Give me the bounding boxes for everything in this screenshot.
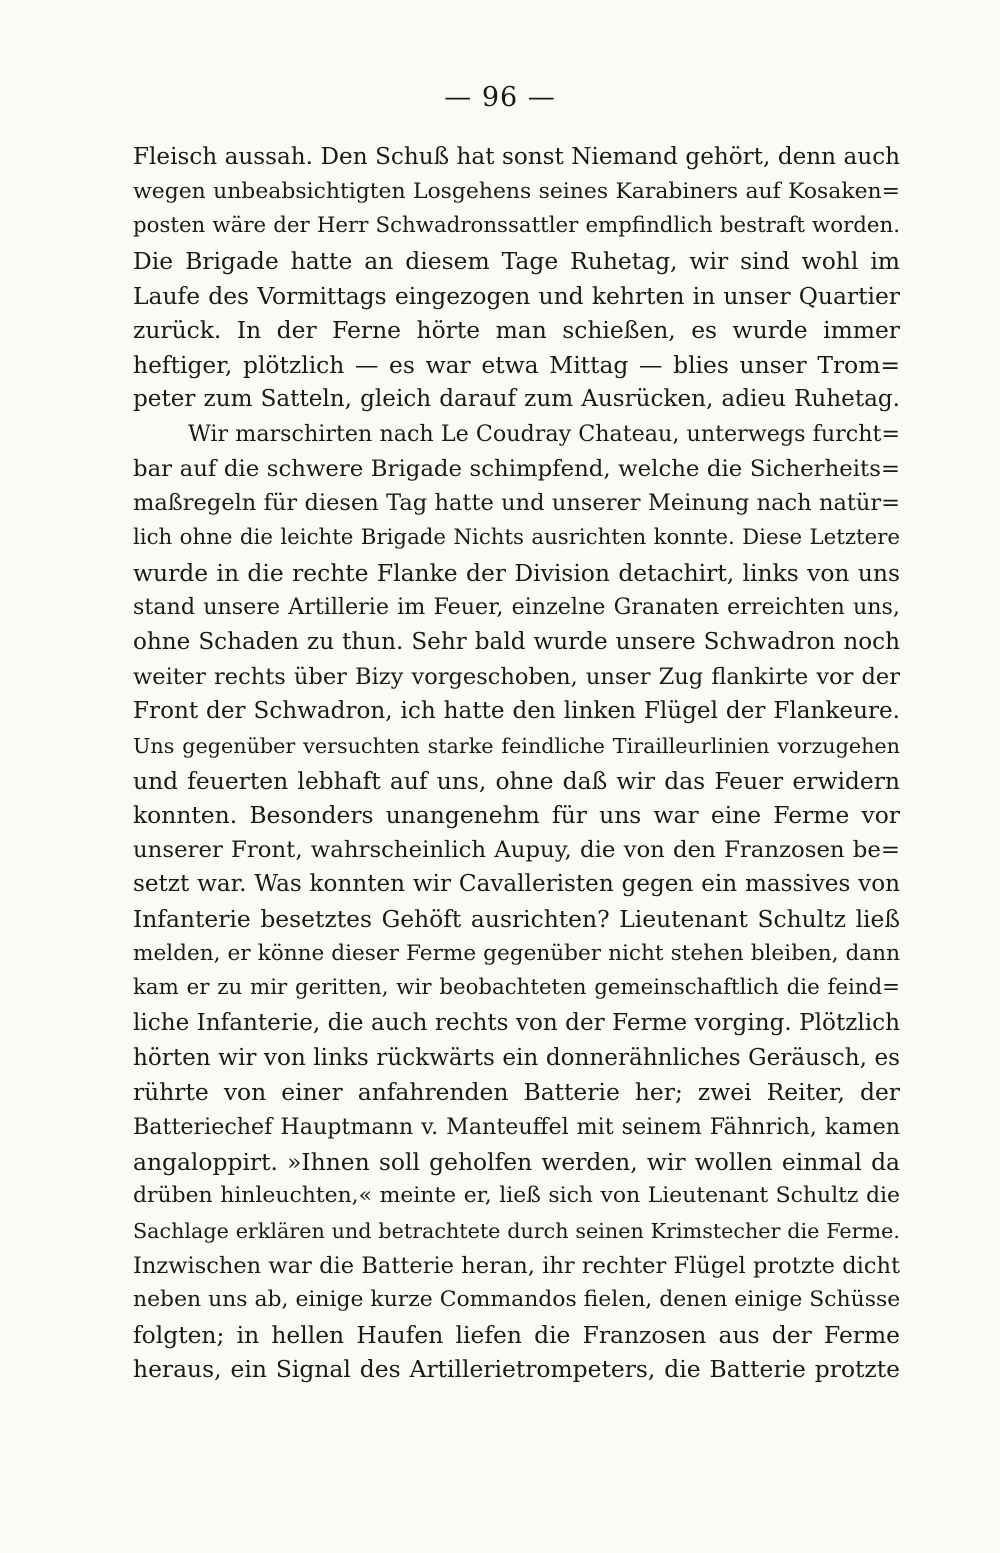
text-line: Wir marschirten nach Le Coudray Chateau, unterwegs furcht= xyxy=(188,421,900,448)
page-number: — 96 — xyxy=(444,82,556,113)
text-line: setzt war. Was konnten wir Cavalleristen gegen ein massives von xyxy=(133,871,900,898)
text-line: Fleisch aussah. Den Schuß hat sonst Niemand gehört, denn auch xyxy=(133,144,900,170)
text-line: neben uns ab, einige kurze Commandos fielen, denen einige Schüsse xyxy=(133,1287,901,1313)
text-line: wegen unbeabsichtigten Losgehens seines Karabiners auf Kosaken= xyxy=(133,178,900,204)
text-line: bar auf die schwere Brigade schimpfend, welche die Sicherheits= xyxy=(133,455,900,482)
text-line: ohne Schaden zu thun. Sehr bald wurde unsere Schwadron noch xyxy=(133,628,900,655)
text-line: Infanterie besetztes Gehöft ausrichten? Lieutenant Schultz ließ xyxy=(133,905,900,934)
text-line: angaloppirt. »Ihnen soll geholfen werden, wir wollen einmal da xyxy=(133,1147,900,1176)
text-line: heftiger, plötzlich — es war etwa Mittag — blies unser Trom= xyxy=(133,350,900,379)
text-line: liche Infanterie, die auch rechts von der Ferme vorging. Plötzlich xyxy=(133,1010,900,1037)
text-line: weiter rechts über Bizy vorgeschoben, unser Zug flankirte vor der xyxy=(133,663,900,690)
text-line: Front der Schwadron, ich hatte den linken Flügel der Flankeure. xyxy=(133,698,900,725)
text-line: Laufe des Vormittags eingezogen und kehrten in unser Quartier xyxy=(133,281,900,310)
text-line: Sachlage erklären und betrachtete durch seinen Krimstecher die Ferme. xyxy=(133,1218,900,1243)
text-line: melden, er könne dieser Ferme gegenüber nicht stehen bleiben, dann xyxy=(133,940,900,966)
text-line: stand unsere Artillerie im Feuer, einzelne Granaten erreichten uns, xyxy=(133,594,900,621)
text-line: posten wäre der Herr Schwadronssattler empfindlich bestraft worden. xyxy=(133,213,900,239)
text-line: Die Brigade hatte an diesem Tage Ruhetag, wir sind wohl im xyxy=(133,246,900,275)
text-line: wurde in die rechte Flanke der Division detachirt, links von uns xyxy=(133,558,900,587)
text-line: lich ohne die leichte Brigade Nichts ausrichten konnte. Diese Letztere xyxy=(133,525,900,551)
text-line: kam er zu mir geritten, wir beobachteten gemeinschaftlich die feind= xyxy=(133,975,900,1001)
text-line: Batteriechef Hauptmann v. Manteuffel mit seinem Fähnrich, kamen xyxy=(133,1113,900,1140)
text-line: heraus, ein Signal des Artillerietrompeters, die Batterie protzte xyxy=(133,1355,900,1384)
text-line: unserer Front, wahrscheinlich Aupuy, die von den Franzosen be= xyxy=(133,836,900,863)
text-line: folgten; in hellen Haufen liefen die Franzosen aus der Ferme xyxy=(133,1320,900,1349)
text-line: hörten wir von links rückwärts ein donnerähnliches Geräusch, es xyxy=(133,1044,900,1071)
text-line: Uns gegenüber versuchten starke feindliche Tirailleurlinien vorzugehen xyxy=(133,733,900,758)
text-line: rührte von einer anfahrenden Batterie her; zwei Reiter, der xyxy=(133,1078,900,1107)
text-line: peter zum Satteln, gleich darauf zum Ausrücken, adieu Ruhetag. xyxy=(133,386,900,413)
body-text xyxy=(133,140,900,1387)
text-line: und feuerten lebhaft auf uns, ohne daß wir das Feuer erwidern xyxy=(133,766,900,795)
text-line: maßregeln für diesen Tag hatte und unserer Meinung nach natür= xyxy=(133,490,900,517)
text-line: Inzwischen war die Batterie heran, ihr rechter Flügel protzte dicht xyxy=(133,1252,900,1279)
text-line: drüben hinleuchten,« meinte er, ließ sich von Lieutenant Schultz die xyxy=(133,1183,900,1209)
text-line: zurück. In der Ferne hörte man schießen, es wurde immer xyxy=(133,316,900,345)
text-line: konnten. Besonders unangenehm für uns war eine Ferme vor xyxy=(133,801,900,830)
